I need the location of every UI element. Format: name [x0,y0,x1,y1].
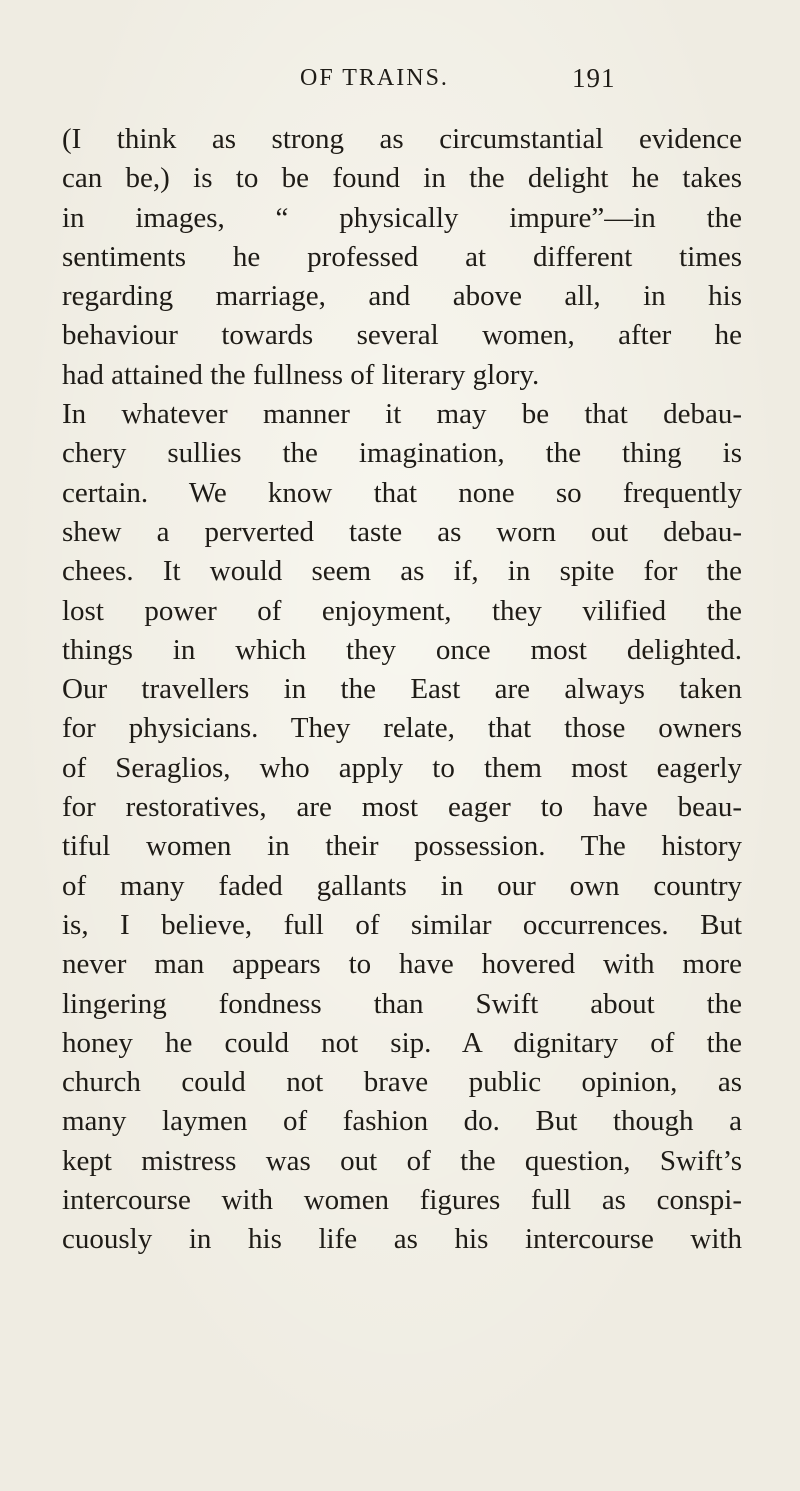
text-line: chees. It would seem as if, in spite for the [62,555,742,588]
body-text [62,120,742,1260]
text-line: shew a perverted taste as worn out debau- [62,515,742,548]
text-line: for physicians. They relate, that those owners [62,712,742,745]
text-line: in images, “ physically impure”—in the [62,201,742,234]
text-line: many laymen of fashion do. But though a [62,1105,742,1138]
text-line: had attained the fullness of literary glory. [62,358,540,391]
text-line: never man appears to have hovered with more [62,948,742,981]
text-line: for restoratives, are most eager to have beau- [62,791,742,824]
text-line: intercourse with women figures full as conspi- [62,1184,742,1217]
text-line: certain. We know that none so frequently [62,476,742,509]
text-line: regarding marriage, and above all, in his [62,280,742,313]
text-line: lost power of enjoyment, they vilified the [62,594,742,627]
text-line: lingering fondness than Swift about the [62,987,742,1020]
page-number: 191 [572,63,616,93]
text-line: cuously in his life as his intercourse with [62,1223,742,1256]
text-line: church could not brave public opinion, as [62,1066,742,1099]
text-line: of many faded gallants in our own country [62,869,742,902]
text-line: sentiments he professed at different times [62,240,742,273]
text-line: In whatever manner it may be that debau- [62,398,742,431]
text-line: honey he could not sip. A dignitary of the [62,1026,742,1059]
text-line: can be,) is to be found in the delight he takes [62,162,742,195]
text-line: things in which they once most delighted. [62,633,742,666]
text-line: (I think as strong as circumstantial evidence [62,123,742,155]
text-line: Our travellers in the East are always taken [62,673,742,706]
running-title: OF TRAINS. [300,65,449,91]
running-head [0,58,800,98]
text-line: tiful women in their possession. The history [62,830,742,863]
text-line: kept mistress was out of the question, Swift’s [62,1144,742,1177]
text-line: is, I believe, full of similar occurrences. But [62,908,742,941]
text-line: of Seraglios, who apply to them most eagerly [62,751,742,784]
text-line: chery sullies the imagination, the thing is [62,437,742,470]
text-line: behaviour towards several women, after he [62,319,742,352]
